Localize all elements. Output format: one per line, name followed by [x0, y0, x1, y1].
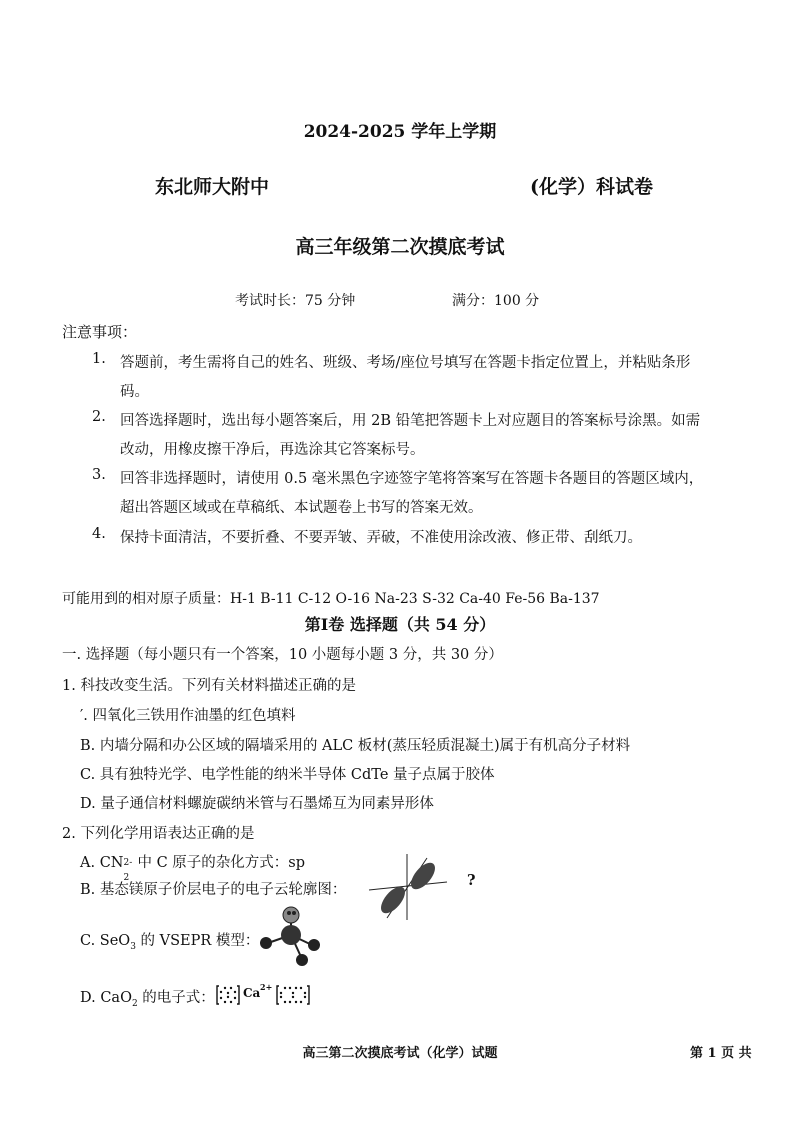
calcium-symbol: Ca	[243, 986, 261, 1000]
notice-item-2-line2: 改动，用橡皮擦干净后，再选涂其它答案标号。	[120, 442, 425, 458]
oxygen-dots-left	[220, 987, 236, 1003]
q2-option-c-suffix: 的 VSEPR 模型：	[135, 933, 260, 949]
q2-option-a-charge: 2-	[123, 858, 133, 868]
notice-item-3-line2: 超出答题区域或在草稿纸、本试题卷上书写的答案无效。	[120, 500, 483, 516]
exam-duration: 考试时长：75 分钟	[235, 293, 356, 309]
q2-option-d-subscript: 2	[131, 998, 138, 1009]
q1-option-a: ′. 四氧化三铁用作油墨的红色填料	[80, 708, 296, 724]
vsepr-atom-right	[308, 939, 320, 951]
q2-option-b: B. 基态镁原子价层电子的电子云轮廓图：	[80, 882, 347, 898]
vsepr-atom-bottom	[296, 954, 308, 966]
q2-option-a-subscript: 2	[123, 873, 130, 883]
bracket-left-open	[217, 986, 219, 1004]
page-number: 第 1 页 共	[690, 1046, 752, 1061]
q2-option-c-prefix: C. SeO	[80, 933, 131, 949]
bracket-right-close	[307, 986, 309, 1004]
q1-stem: 1. 科技改变生活。下列有关材料描述正确的是	[62, 678, 356, 694]
q2-option-d-suffix: 的电子式：	[137, 990, 215, 1006]
vsepr-atom-top	[283, 907, 299, 923]
oxygen-dot-left	[216, 984, 240, 1006]
q2-option-d-prefix: D. CaO	[80, 990, 132, 1006]
bracket-right-open	[277, 986, 279, 1004]
notice-item-4-line1: 保持卡面清洁，不要折叠、不要弄皱、弄破，不准使用涂改液、修正带、刮纸刀。	[120, 530, 642, 546]
oxygen-dots-right	[280, 987, 306, 1003]
vsepr-model-figure	[258, 905, 328, 967]
vsepr-atom-top-eye-right	[292, 911, 296, 915]
exam-name: 高三年级第二次摸底考试	[295, 236, 505, 258]
p-orbital-figure	[365, 848, 455, 926]
notice-item-4-num: 4.	[92, 526, 106, 542]
notice-item-3-num: 3.	[92, 467, 106, 483]
q2-option-a	[80, 851, 306, 883]
vsepr-atom-top-eye-left	[287, 911, 291, 915]
vsepr-atom-left	[260, 937, 272, 949]
notice-item-2-num: 2.	[92, 409, 106, 425]
oxygen-dot-right	[276, 984, 310, 1006]
notice-item-3-line1: 回答非选择题时，请使用 0.5 毫米黑色字迹签字笔将答案写在答题卡各题目的答题区域内，	[120, 471, 704, 487]
q2-option-b-mark: ?	[467, 872, 476, 889]
notice-item-2-line1: 回答选择题时，选出每小题答案后，用 2B 铅笔把答题卡上对应题目的答案标号涂黑。如需	[120, 413, 701, 429]
notice-heading: 注意事项：	[62, 323, 138, 341]
q2-option-a-prefix: A. CN	[80, 855, 124, 871]
school-name: 东北师大附中	[155, 176, 270, 198]
q1-option-b: B. 内墙分隔和办公区域的隔墙采用的 ALC 板材(蒸压轻质混凝土)属于有机高分子材料	[80, 738, 631, 754]
part-one-heading: 一. 选择题（每小题只有一个答案，10 小题每小题 3 分，共 30 分）	[62, 647, 503, 663]
q2-option-c	[80, 929, 259, 952]
full-score: 满分：100 分	[452, 293, 540, 309]
calcium-charge: 2+	[260, 982, 273, 992]
q2-option-d	[80, 986, 215, 1009]
q1-option-c: C. 具有独特光学、电学性能的纳米半导体 CdTe 量子点属于胶体	[80, 767, 495, 783]
notice-item-1-num: 1.	[92, 351, 106, 367]
notice-item-1-line1: 答题前，考生需将自己的姓名、班级、考场/座位号填写在答题卡指定位置上，并粘贴条形	[120, 355, 691, 371]
q2-option-c-subscript: 3	[130, 941, 136, 952]
page-footer-title: 高三第二次摸底考试（化学）试题	[302, 1046, 498, 1061]
vsepr-center-atom	[281, 925, 301, 945]
notice-item-1-line2: 码。	[120, 384, 149, 400]
section-title: 第Ⅰ卷 选择题（共 54 分）	[304, 615, 496, 634]
exam-year-term: 2024-2025 学年上学期	[303, 122, 497, 142]
bracket-left-close	[237, 986, 239, 1004]
atomic-masses: 可能用到的相对原子质量：H-1 B-11 C-12 O-16 Na-23 S-32 Ca-40 Fe-56 Ba-137	[62, 591, 600, 607]
q2-stem: 2. 下列化学用语表达正确的是	[62, 826, 255, 842]
q1-option-d: D. 量子通信材料螺旋碳纳米管与石墨烯互为同素异形体	[80, 796, 434, 812]
subject-title: (化学）科试卷	[530, 176, 653, 198]
q2-option-a-suffix: 中 C 原子的杂化方式：sp	[137, 855, 306, 871]
